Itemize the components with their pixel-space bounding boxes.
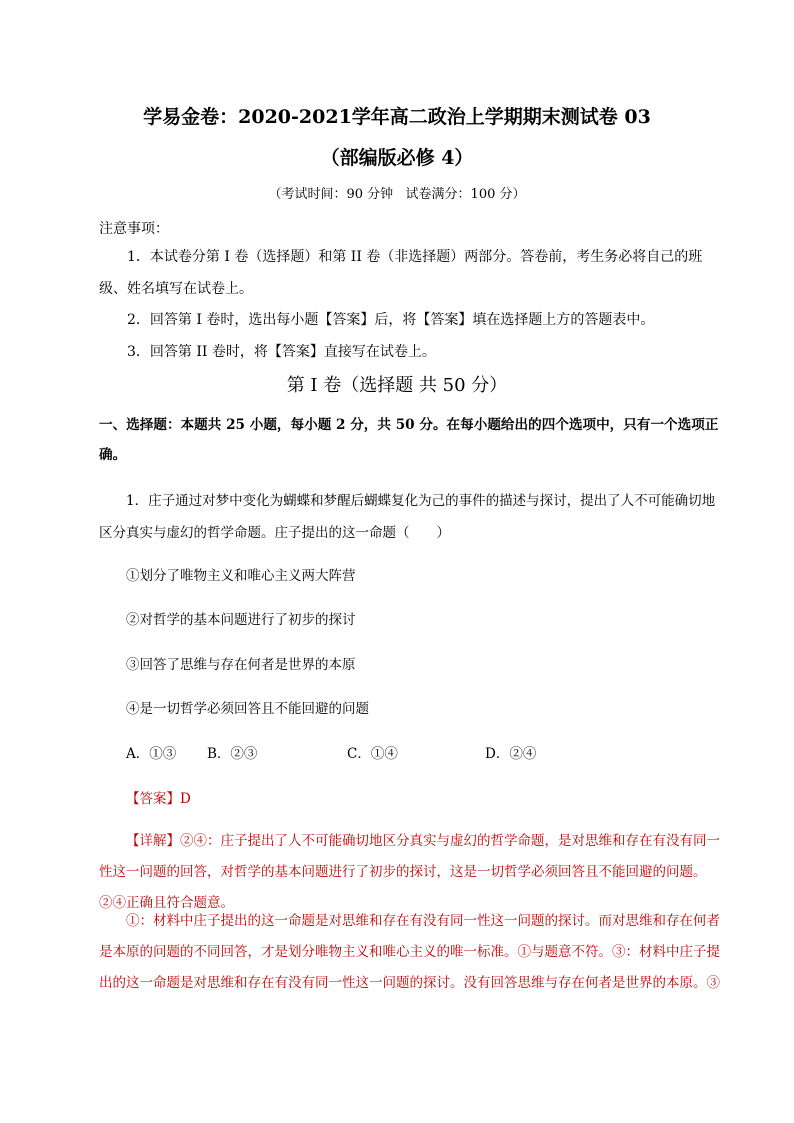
statement-4: ④是一切哲学必须回答且不能回避的问题 [126, 701, 369, 717]
choice-c: C．①④ [347, 746, 398, 762]
detail-label: 【详解】 [126, 833, 180, 849]
choice-b: B．②③ [207, 746, 258, 762]
exam-info: （考试时间：90 分钟 试卷满分：100 分） [268, 187, 526, 202]
section-title: 第 I 卷（选择题 共 50 分） [286, 375, 508, 396]
choice-d: D．②④ [485, 746, 537, 762]
notice-heading: 注意事项： [99, 221, 169, 237]
statement-3: ③回答了思维与存在何者是世界的本原 [126, 657, 356, 673]
detail-paragraph-2: ①：材料中庄子提出的这一命题是对思维和存在有没有同一性这一问题的探讨。而对思维和存在何者是本原的问题的不同回答，才是划分唯物主义和唯心主义的唯一标准。①与题意不符。③：材料中庄子提出的这一命题是对思维和存在有没有同一性这一问题的探讨。没有回答思维与存在何者是世界的本原。③ [99, 913, 720, 991]
question-stem: 1．庄子通过对梦中变化为蝴蝶和梦醒后蝴蝶复化为己的事件的描述与探讨，提出了人不可能确切地区分真实与虚幻的哲学命题。庄子提出的这一命题（ ） [99, 493, 716, 541]
notice-item-2: 2．回答第 I 卷时，选出每小题【答案】后，将【答案】填在选择题上方的答题表中。 [127, 312, 655, 328]
statement-1: ①划分了唯物主义和唯心主义两大阵营 [126, 568, 356, 584]
statement-2: ②对哲学的基本问题进行了初步的探讨 [126, 612, 356, 628]
page-title: 学易金卷：2020-2021学年高二政治上学期期末测试卷 03 [143, 106, 651, 128]
answer-value: D [180, 791, 191, 807]
detail-text: ②④：庄子提出了人不可能确切地区分真实与虚幻的哲学命题，是对思维和存在有没有同一性这一问题的回答，对哲学的基本问题进行了初步的探讨，这是一切哲学必须回答且不能回避的问题。②④正确且符合题意。 [99, 833, 720, 911]
section-instructions: 一、选择题：本题共 25 小题，每小题 2 分，共 50 分。在每小题给出的四个选项中，只有一个选项正确。 [99, 417, 719, 463]
page-subtitle: （部编版必修 4） [320, 147, 474, 169]
answer-label: 【答案】 [126, 791, 180, 807]
notice-item-1: 1．本试卷分第 I 卷（选择题）和第 II 卷（非选择题）两部分。答卷前，考生务必将自己的班级、姓名填写在试卷上。 [99, 249, 703, 297]
choice-a: A．①③ [126, 746, 177, 762]
notice-item-3: 3．回答第 II 卷时，将【答案】直接写在试卷上。 [127, 344, 436, 360]
answer-line [99, 784, 727, 814]
